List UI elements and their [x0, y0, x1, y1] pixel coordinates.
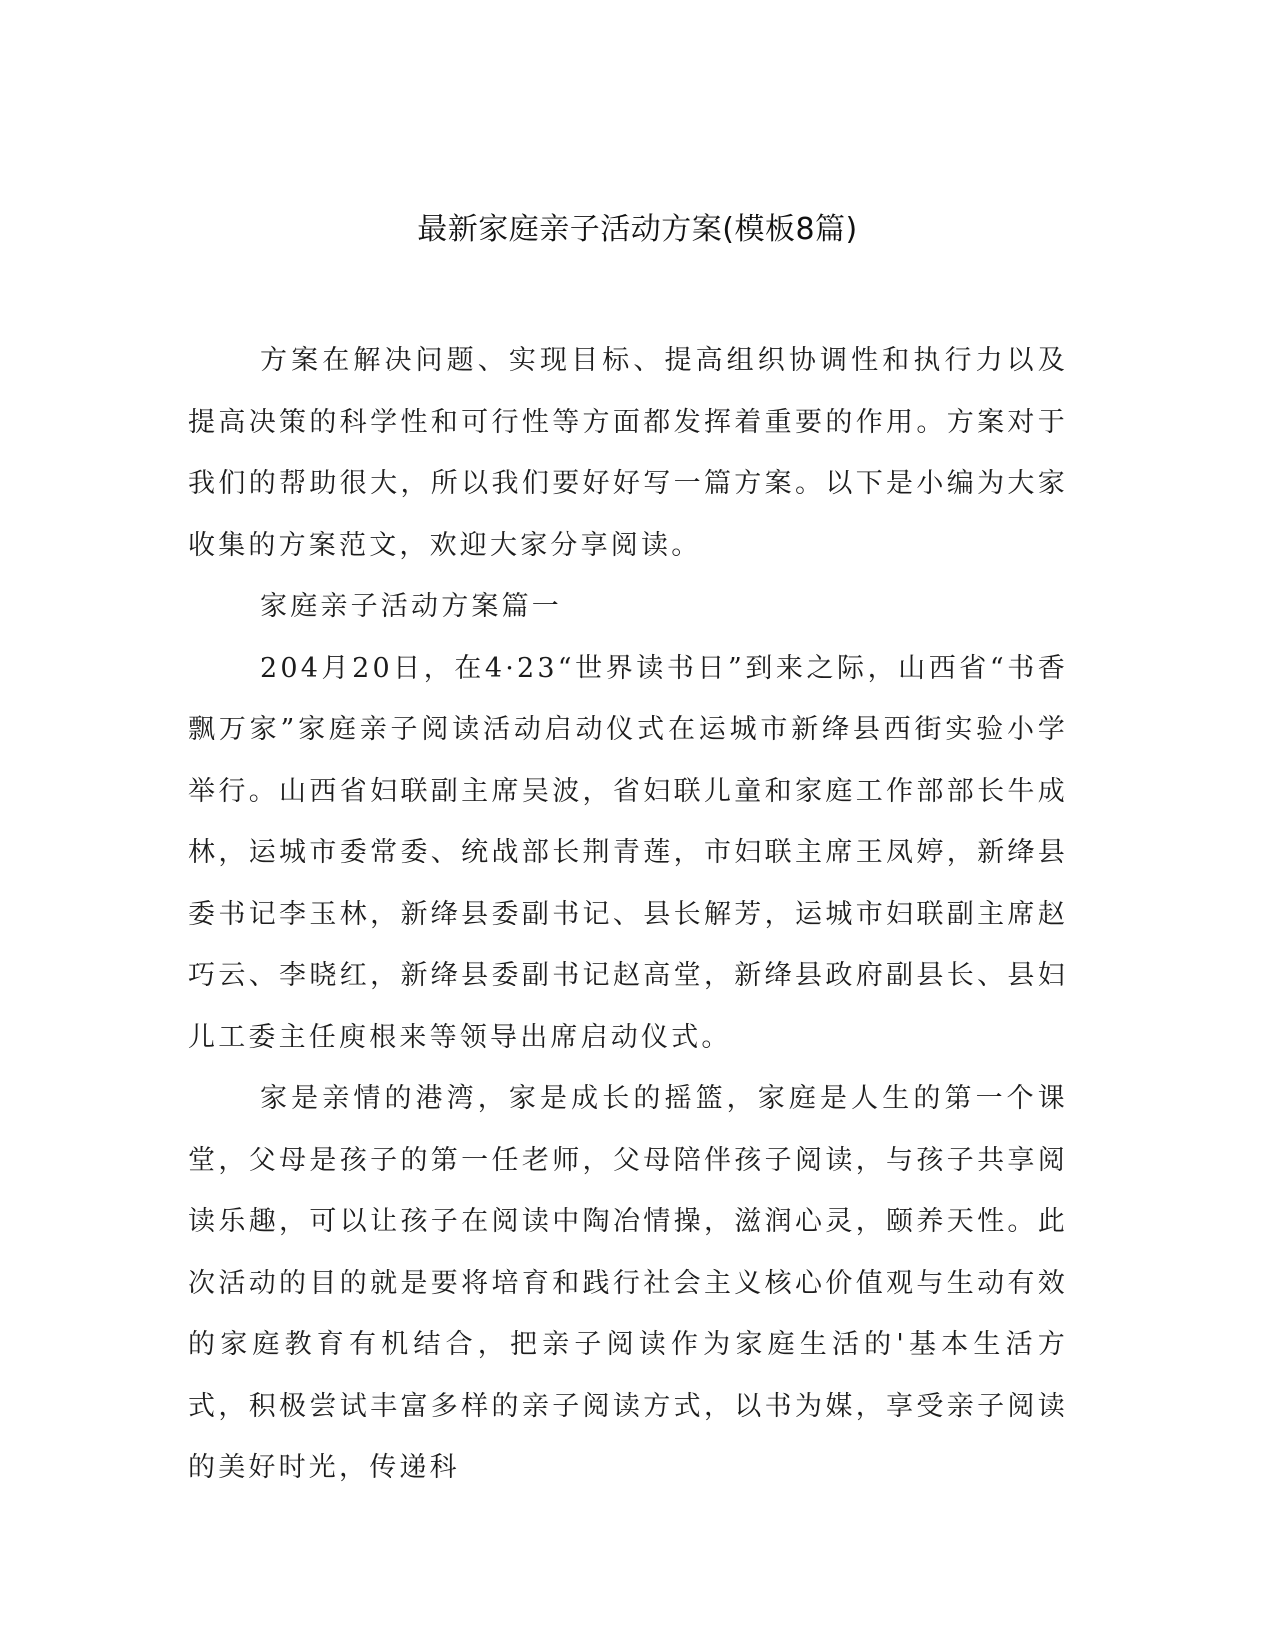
paragraph-intro: 方案在解决问题、实现目标、提高组织协调性和执行力以及提高决策的科学性和可行性等方面都发挥着重要的作用。方案对于我们的帮助很大，所以我们要好好写一篇方案。以下是小编为大家收集的方案范文，欢迎大家分享阅读。: [188, 345, 1068, 561]
section-heading: 家庭亲子活动方案篇一: [260, 591, 562, 622]
paragraph-event: 204月20日，在4·23“世界读书日”到来之际，山西省“书香飘万家”家庭亲子阅读活动启动仪式在运城市新绛县西街实验小学举行。山西省妇联副主席吴波，省妇联儿童和家庭工作部部长牛成林，运城市委常委、统战部长荆青莲，市妇联主席王凤婷，新绛县委书记李玉林，新绛县委副书记、县长解芳，运城市妇联副主席赵巧云、李晓红，新绛县委副书记赵高堂，新绛县政府副县长、县妇儿工委主任庾根来等领导出席启动仪式。: [188, 652, 1068, 1053]
document-title: 最新家庭亲子活动方案(模板8篇): [417, 212, 858, 247]
paragraph-purpose: 家是亲情的港湾，家是成长的摇篮，家庭是人生的第一个课堂，父母是孩子的第一任老师，父母陪伴孩子阅读，与孩子共享阅读乐趣，可以让孩子在阅读中陶冶情操，滋润心灵，颐养天性。此次活动的目的就是要将培育和践行社会主义核心价值观与生动有效的家庭教育有机结合，把亲子阅读作为家庭生活的'基本生活方式，积极尝试丰富多样的亲子阅读方式，以书为媒，享受亲子阅读的美好时光，传递科: [188, 1083, 1068, 1483]
document-body: [188, 330, 1068, 1499]
